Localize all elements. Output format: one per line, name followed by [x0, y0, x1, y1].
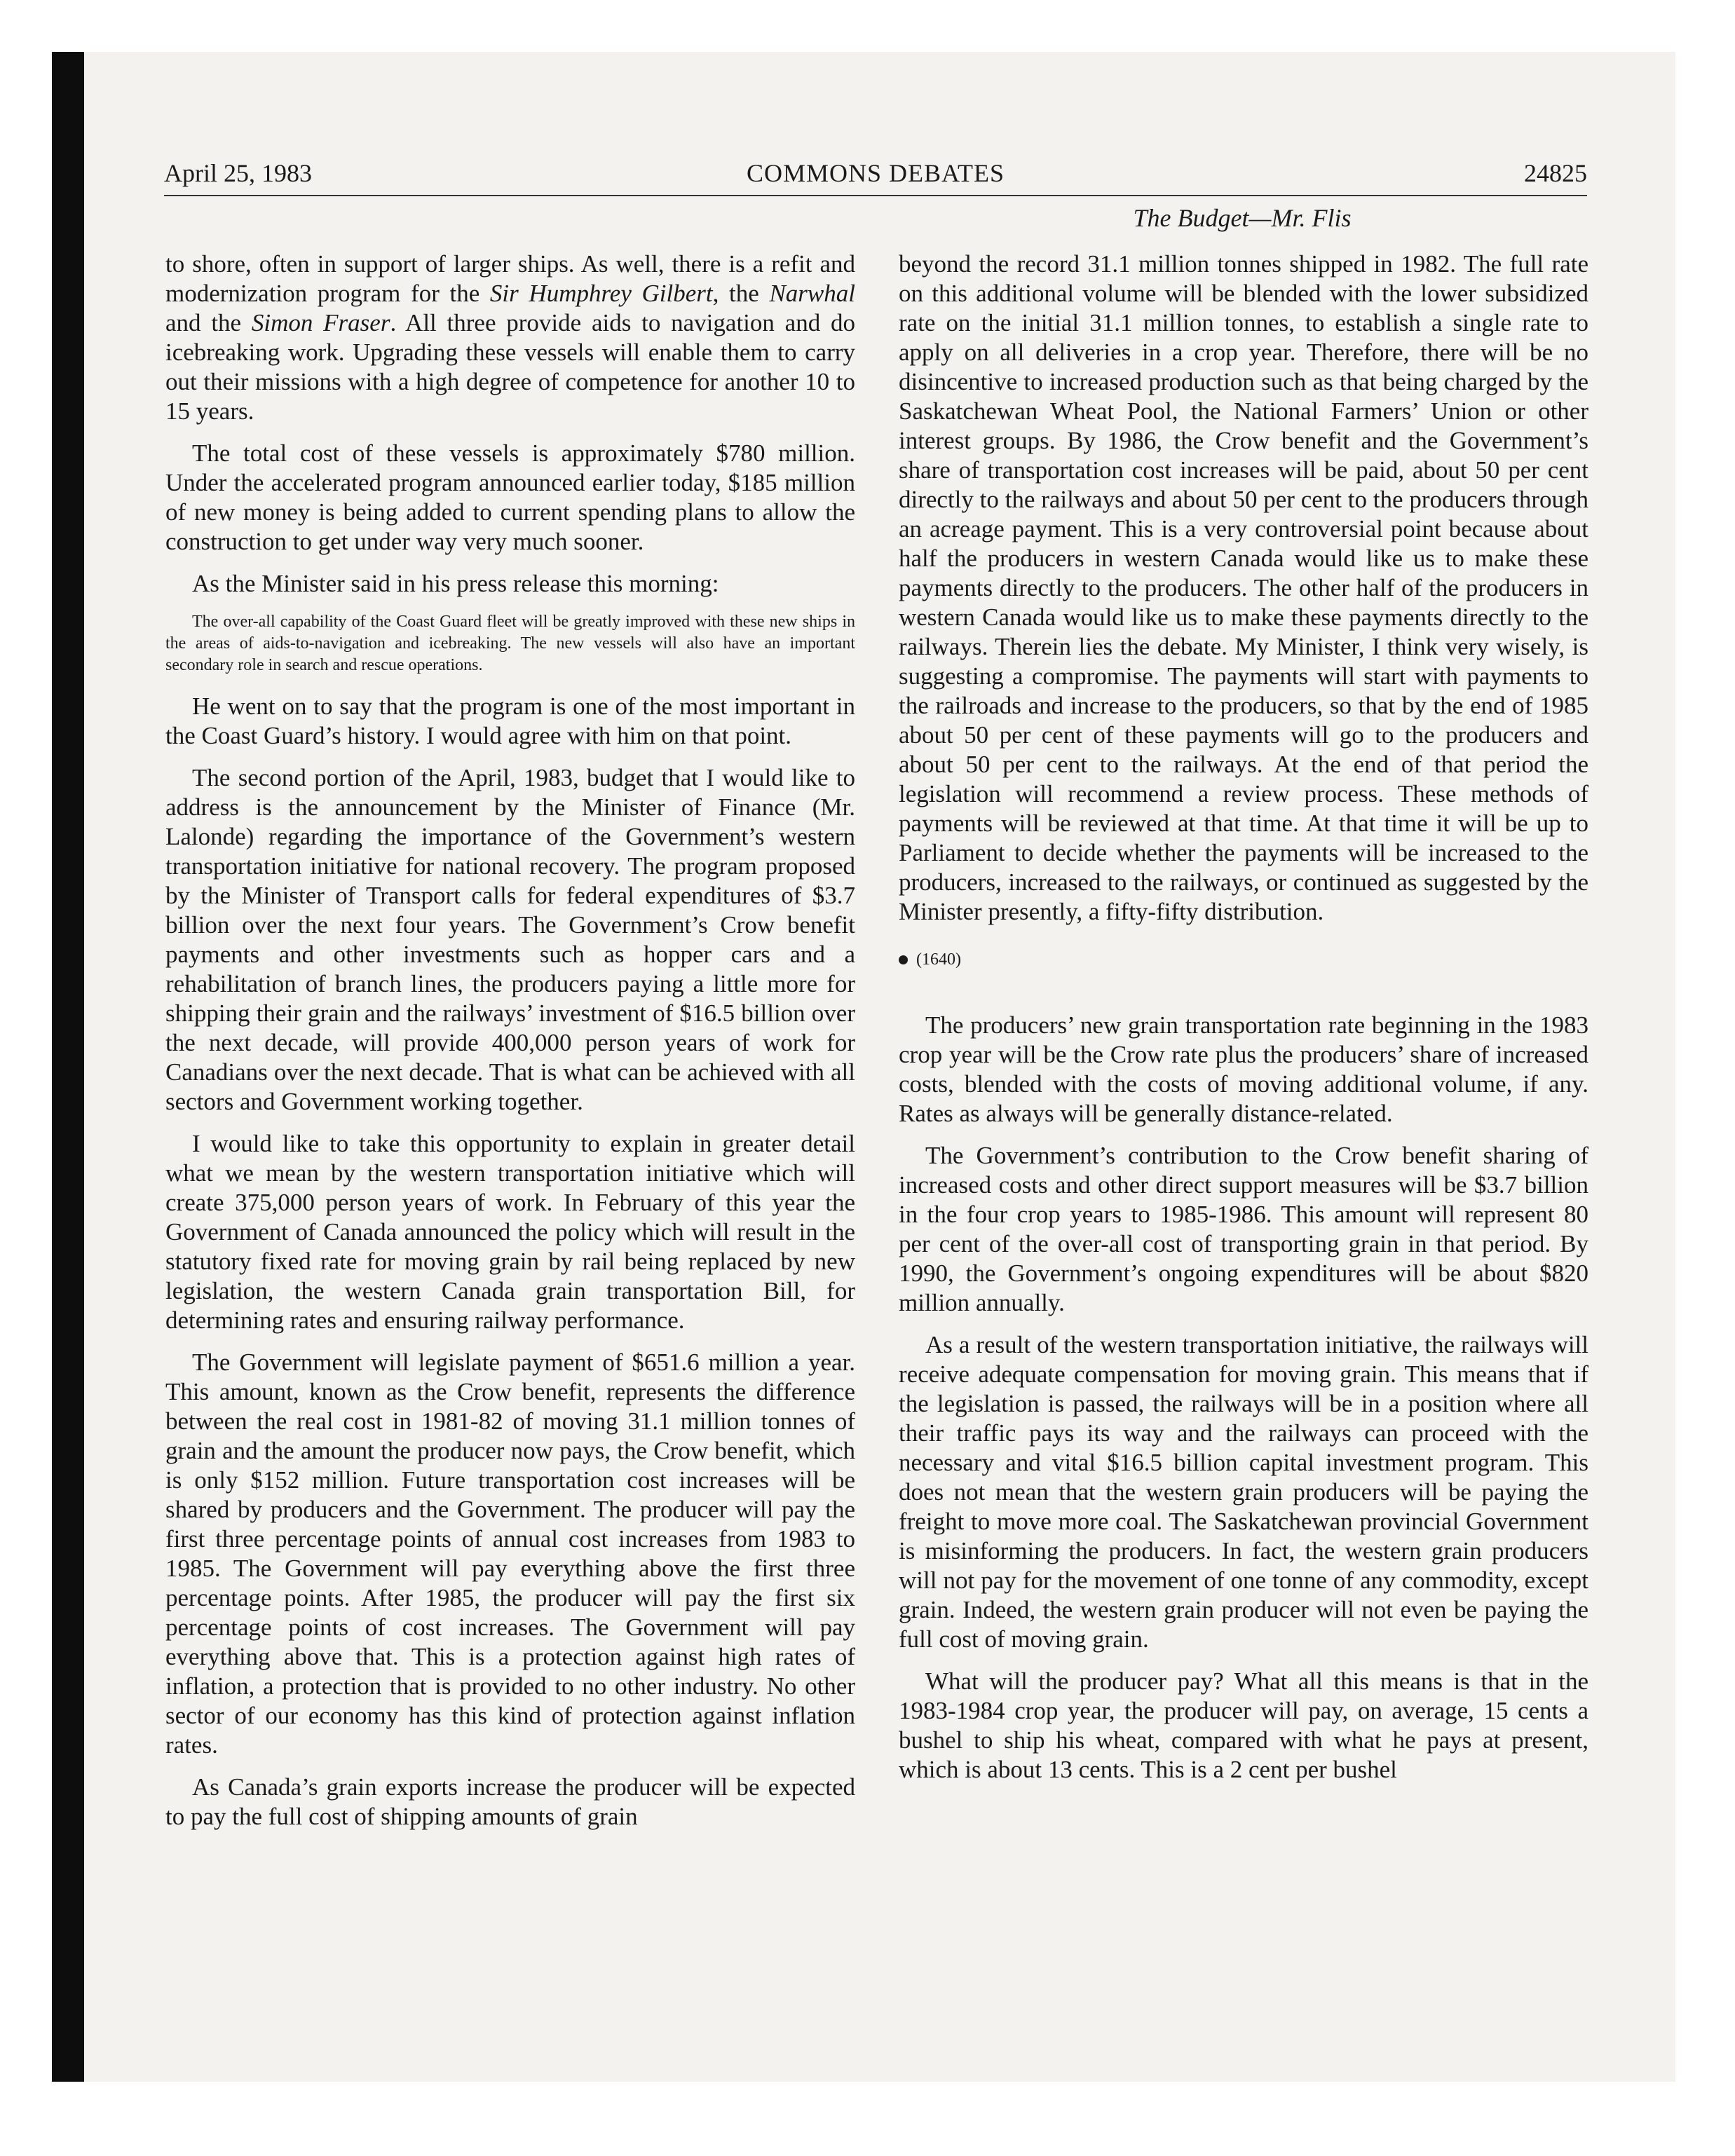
bullet-icon — [899, 955, 908, 964]
scan-edge — [52, 52, 84, 2082]
ship-name: Simon Fraser — [251, 309, 390, 336]
block-quote: The over-all capability of the Coast Guard fleet will be greatly improved with these new ships in the areas of aids-to-navigation and icebreaking. The new vessels will also have an important secondary role in search and rescue operations. — [165, 613, 855, 674]
header-title: COMMONS DEBATES — [746, 159, 1005, 187]
paragraph: The producers’ new grain transportation rate beginning in the 1983 crop year will be the Crow rate plus the producers’ share of increased costs, blended with the costs of moving additional volume, if any. Rates as always will be generally distance-related. — [899, 1011, 1588, 1127]
running-head — [164, 156, 1587, 196]
header-page-number: 24825 — [1524, 159, 1587, 187]
paragraph: I would like to take this opportunity to explain in greater detail what we mean by the western transportation initiative which will create 375,000 person years of work. In February of this year the Government of Canada announced the policy which will result in the statutory fixed rate for moving grain by rail being replaced by new legislation, the western Canada grain transportation Bill, for determining rates and ensuring railway performance. — [165, 1130, 855, 1334]
paragraph: As a result of the western transportation initiative, the railways will receive adequate compensation for moving grain. This means that if the legislation is passed, the railways will be in a position where all their traffic pays its way and the railways can proceed with the necessary and vital $16.5 billion capital investment program. This does not mean that the western grain producers will be paying the freight to move more coal. The Saskatchewan provincial Government is misinforming the producers. In fact, the western grain producers will not pay for the movement of one tonne of any commodity, except grain. Indeed, the western grain producer will not even be paying the full cost of moving grain. — [899, 1331, 1588, 1653]
header-date: April 25, 1983 — [164, 159, 312, 187]
ship-name: Sir Humphrey Gilbert — [489, 280, 713, 307]
section-subheading: The Budget—Mr. Flis — [1133, 204, 1352, 232]
left-column — [165, 250, 855, 1844]
time-marker — [899, 945, 1588, 974]
paragraph: What will the producer pay? What all this means is that in the 1983-1984 crop year, the producer will pay, on average, 15 cents a bushel to ship his wheat, compared with what he pays at present, which is about 13 cents. This is a 2 cent per bushel — [899, 1667, 1588, 1783]
paragraph: As the Minister said in his press release this morning: — [192, 570, 719, 597]
paragraph: As Canada’s grain exports increase the producer will be expected to pay the full cost of shipping amounts of grain — [165, 1773, 855, 1830]
ship-name: Narwhal — [769, 280, 855, 307]
right-column — [899, 250, 1588, 1797]
paragraph: The total cost of these vessels is approximately $780 million. Under the accelerated program announced earlier today, $185 million of new money is being added to current spending plans to allow the construction to get under way very much sooner. — [165, 439, 855, 555]
paragraph: The Government’s contribution to the Crow benefit sharing of increased costs and other direct support measures will be $3.7 billion in the four crop years to 1985-1986. This amount will represent 80 per cent of the over-all cost of transporting grain in that period. By 1990, the Government’s ongoing expenditures will be about $820 million annually. — [899, 1142, 1588, 1316]
time-marker-label: (1640) — [916, 950, 961, 969]
paragraph: beyond the record 31.1 million tonnes shipped in 1982. The full rate on this additional volume will be blended with the lower subsidized rate on the initial 31.1 million tonnes, to establish a single rate to apply on all deliveries in a crop year. Therefore, there will be no disincentive to increased production such as that being charged by the Saskatchewan Wheat Pool, the National Farmers’ Union or other interest groups. By 1986, the Crow benefit and the Government’s share of transportation cost increases will be paid, about 50 per cent directly to the railways and about 50 per cent to the producers through an acreage payment. This is a very controversial point because about half the producers in western Canada would like us to make these payments directly to the producers. The other half of the producers in western Canada would like us to make these payments directly to the railways. Therein lies the debate. My Minister, I think very wisely, is suggesting a compromise. The payments will start with payments to the railroads and increase to the producers, so that by the end of 1985 about 50 per cent of these payments will go to the producers and about 50 per cent to the railways. At the end of that period the legislation will recommend a review process. These methods of payments will be reviewed at that time. At that time it will be up to Parliament to decide whether the payments will be increased to the producers, increased to the railways, or continued as suggested by the Minister presently, a fifty-fifty distribution. — [899, 250, 1588, 925]
paragraph: He went on to say that the program is one of the most important in the Coast Guard’s history. I would agree with him on that point. — [165, 692, 855, 749]
paragraph: The second portion of the April, 1983, budget that I would like to address is the announcement by the Minister of Finance (Mr. Lalonde) regarding the importance of the Government’s western transportation initiative for national recovery. The program proposed by the Minister of Transport calls for federal expenditures of $3.7 billion over the next four years. The Government’s Crow benefit payments and other investments such as hopper cars and a rehabilitation of branch lines, the producers paying a little more for shipping their grain and the railways’ investment of $16.5 billion over the next decade, will provide 400,000 person years of work for Canadians over the next decade. That is what can be achieved with all sectors and Government working together. — [165, 764, 855, 1115]
paragraph: to shore, often in support of larger ships. As well, there is a refit and modernization program for the Sir Humphrey Gilbert, the Narwhal and the Simon Fraser. All three provide aids to navigation and do icebreaking work. Upgrading these vessels will enable them to carry out their missions with a high degree of competence for another 10 to 15 years. — [165, 250, 855, 425]
paragraph: The Government will legislate payment of $651.6 million a year. This amount, known as the Crow benefit, represents the difference between the real cost in 1981-82 of moving 31.1 million tonnes of grain and the amount the producer now pays, the Crow benefit, which is only $152 million. Future transportation cost increases will be shared by producers and the Government. The producer will pay the first three percentage points of annual cost increases from 1983 to 1985. The Government will pay everything above the first three percentage points. After 1985, the producer will pay the first six percentage points of cost increases. The Government will pay everything above that. This is a protection against high rates of inflation, a protection that is provided to no other industry. No other sector of our economy has this kind of protection against inflation rates. — [165, 1349, 855, 1759]
